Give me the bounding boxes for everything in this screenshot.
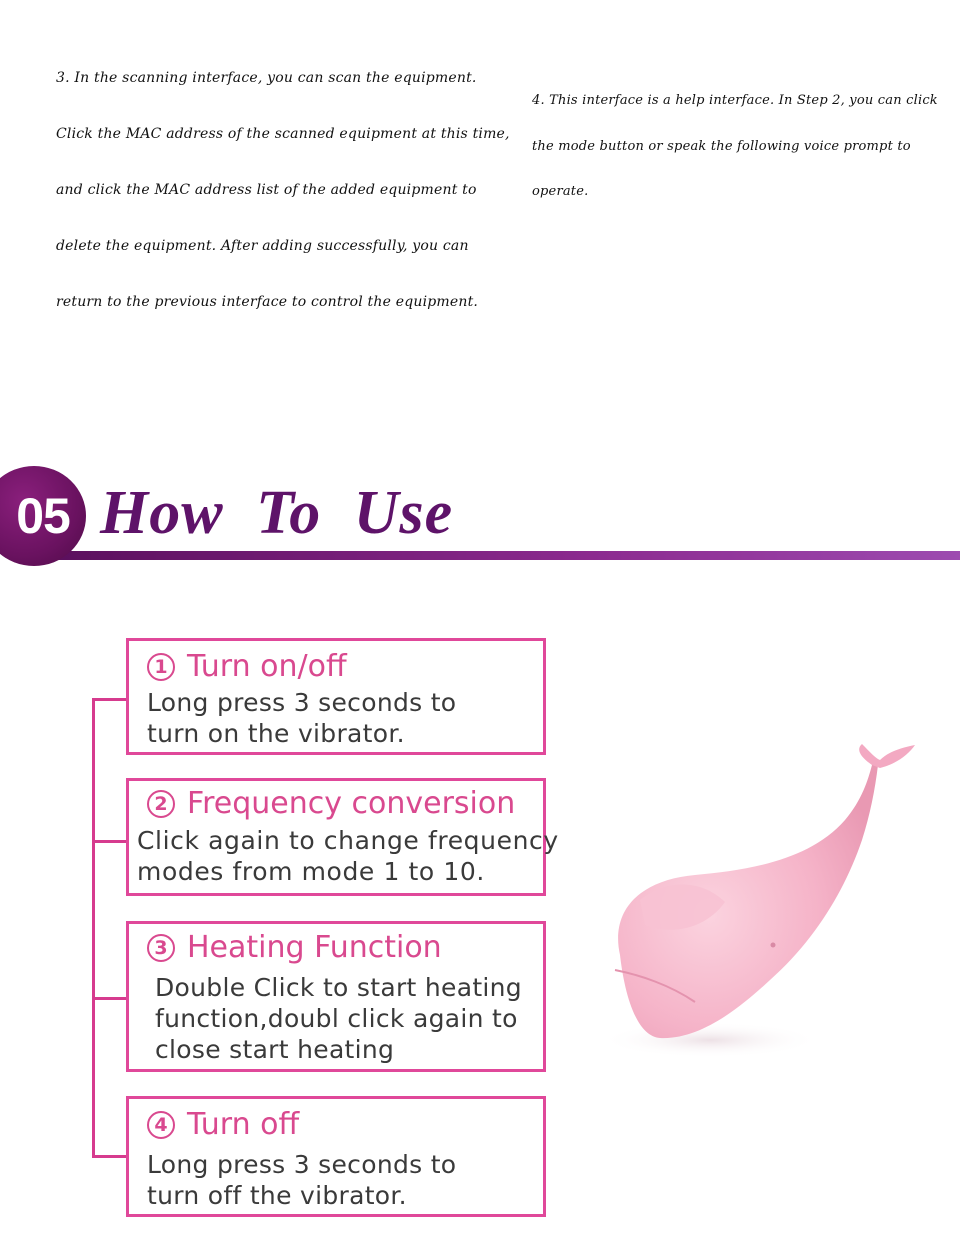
step3-line: 3. In the scanning interface, you can scan the equipment. [56,70,477,86]
step-desc-line: turn on the vibrator. [147,719,405,748]
step-number-icon: 3 [147,934,175,962]
bracket-tick [92,1155,128,1158]
step-desc-line: Click again to change frequency [137,826,559,855]
step-desc-line: modes from mode 1 to 10. [137,857,485,886]
step-description [147,1149,456,1211]
product-shadow [600,1022,820,1058]
step-title [147,1107,299,1142]
step4-line: the mode button or speak the following voice prompt to [532,138,911,154]
step-card-frequency [126,778,559,896]
step3-instructions [56,50,510,330]
step-desc-line: Long press 3 seconds to [147,1150,457,1179]
step-description [137,825,559,887]
step-number-icon: 4 [147,1111,175,1139]
section-divider-bar [40,551,960,560]
steps-bracket [92,698,95,1156]
step-card-turn-off [126,1096,546,1217]
step-desc-line: Double Click to start heating [155,973,522,1002]
step3-line: Click the MAC address of the scanned equipment at this time, [56,126,510,142]
step4-instructions [532,78,952,215]
step-card-turn-on [126,638,546,755]
bracket-tick [92,698,128,701]
bracket-tick [92,840,128,843]
step-number-icon: 1 [147,653,175,681]
section-number: 05 [16,488,70,544]
step-title [147,930,442,965]
step-description [155,972,522,1065]
whale-eye [771,943,776,948]
step4-line: 4. This interface is a help interface. In Step 2, you can click [532,93,938,108]
step-title [147,786,515,821]
step-title-text: Turn on/off [187,649,347,684]
step4-line: operate. [532,184,589,199]
step-title [147,649,347,684]
step3-line: delete the equipment. After adding successfully, you can [56,238,469,254]
step-title-text: Turn off [187,1107,300,1142]
step-number-icon: 2 [147,790,175,818]
step-desc-line: turn off the vibrator. [147,1181,407,1210]
bracket-tick [92,997,128,1000]
step-desc-line: function,doubl click again to [155,1004,518,1033]
step-card-heating [126,921,546,1072]
section-title: How To Use [100,479,454,547]
step-desc-line: Long press 3 seconds to [147,688,457,717]
step3-line: and click the MAC address list of the added equipment to [56,182,477,198]
whale-tail [859,744,915,768]
step-desc-line: close start heating [155,1035,395,1064]
step-title-text: Frequency conversion [187,786,516,821]
step-description [147,687,456,749]
pink-whale-product-image [600,740,930,1060]
step-title-text: Heating Function [187,930,442,965]
step3-line: return to the previous interface to control the equipment. [56,294,479,310]
